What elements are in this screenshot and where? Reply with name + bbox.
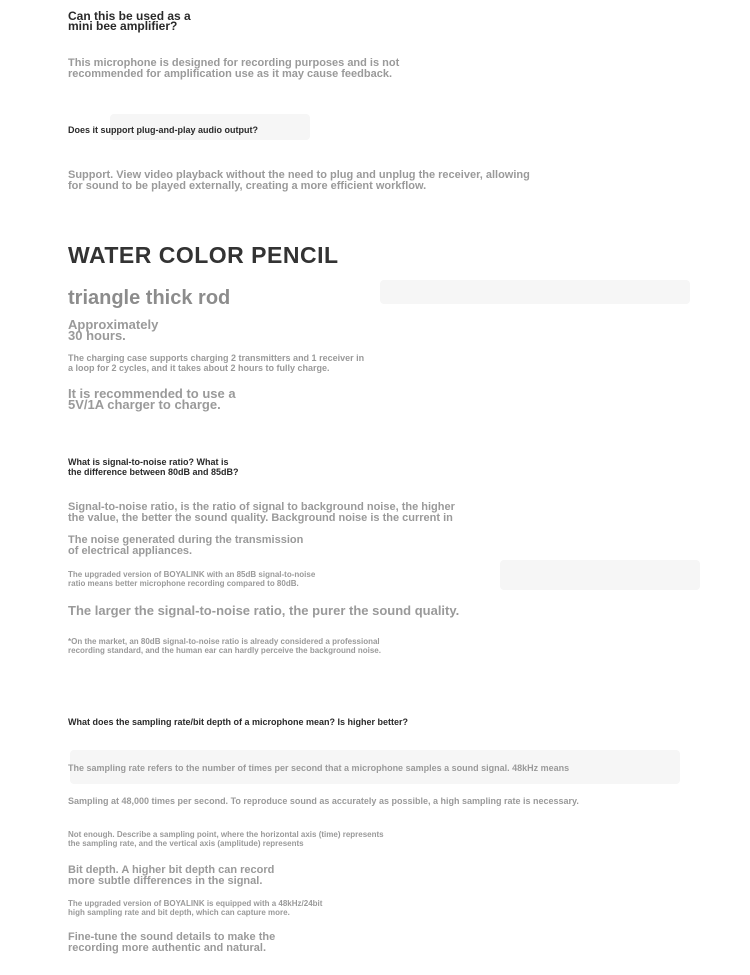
charging-case-text: The charging case supports charging 2 transmitters and 1 receiver in a loop for 2 cycles, and it takes about 2 hours to fully charge. xyxy=(68,353,365,373)
answer-snr-footnote: *On the market, an 80dB signal-to-noise ratio is already considered a professional recording standard, and the human ear can hardly perceive the background noise. xyxy=(68,637,381,655)
answer-bit-depth: Bit depth. A higher bit depth can record more subtle differences in the signal. xyxy=(68,864,275,887)
answer-mini-bee-amplifier: This microphone is designed for recording purposes and is not recommended for amplification use as it may cause feedback. xyxy=(68,57,400,80)
answer-snr-boyalink: The upgraded version of BOYALINK with an 85dB signal-to-noise ratio means better microphone recording compared to 80dB. xyxy=(68,570,316,588)
answer-snr-noise: The noise generated during the transmission of electrical appliances. xyxy=(68,534,304,557)
question-plug-and-play: Does it support plug-and-play audio output? xyxy=(68,125,258,135)
answer-sampling-rate-1: The sampling rate refers to the number of times per second that a microphone samples a sound signal. 48kHz means xyxy=(68,763,570,773)
answer-snr-purer-sound: The larger the signal-to-noise ratio, the purer the sound quality. xyxy=(68,603,460,618)
question-sampling-rate: What does the sampling rate/bit depth of a microphone mean? Is higher better? xyxy=(68,717,409,727)
subheading-triangle-thick-rod: triangle thick rod xyxy=(68,287,231,309)
heading-water-color-pencil: WATER COLOR PENCIL xyxy=(68,242,339,268)
background-smudge xyxy=(500,560,700,590)
question-mini-bee-amplifier: Can this be used as a mini bee amplifier? xyxy=(68,9,191,33)
answer-sampling-rate-2: Sampling at 48,000 times per second. To reproduce sound as accurately as possible, a high sampling rate is necessary. xyxy=(68,796,579,806)
charger-recommendation-text: It is recommended to use a 5V/1A charger to charge. xyxy=(68,386,236,412)
answer-fine-tune: Fine-tune the sound details to make the recording more authentic and natural. xyxy=(68,931,276,954)
question-signal-to-noise: What is signal-to-noise ratio? What is the difference between 80dB and 85dB? xyxy=(68,457,239,477)
battery-life-text: Approximately 30 hours. xyxy=(68,317,159,343)
answer-sampling-rate-3: Not enough. Describe a sampling point, where the horizontal axis (time) represents the sampling rate, and the vertical axis (amplitude) represents xyxy=(68,830,384,848)
answer-snr-definition: Signal-to-noise ratio, is the ratio of signal to background noise, the higher the value, the better the sound quality. Background noise is the current in xyxy=(68,501,455,524)
answer-plug-and-play: Support. View video playback without the need to plug and unplug the receiver, allowing for sound to be played externally, creating a more efficient workflow. xyxy=(68,169,530,192)
background-smudge xyxy=(380,280,690,304)
answer-boyalink-48khz: The upgraded version of BOYALINK is equipped with a 48kHz/24bit high sampling rate and bit depth, which can capture more. xyxy=(68,899,323,917)
